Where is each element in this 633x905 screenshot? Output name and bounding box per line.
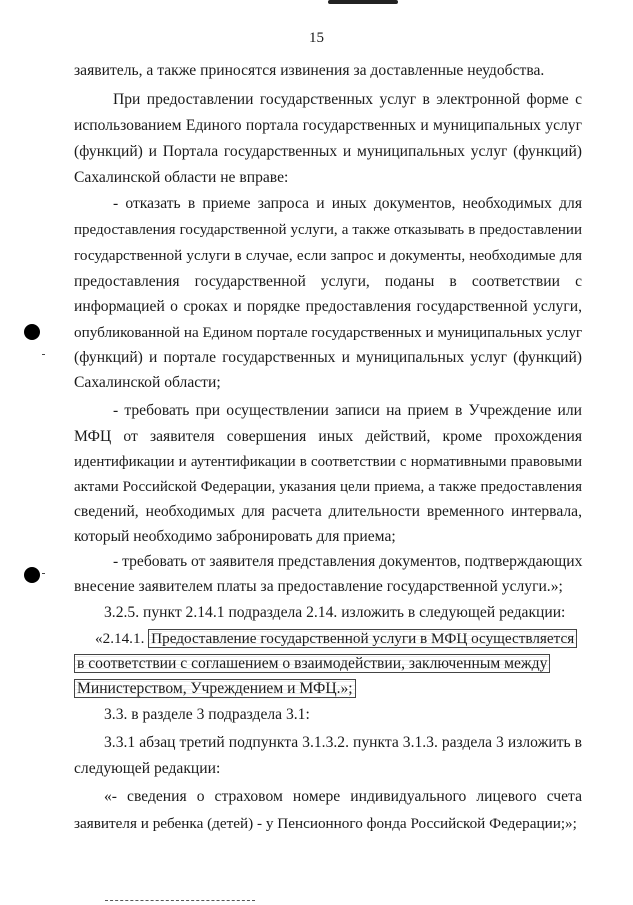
text-line: внесение заявителем платы за предоставление государственной услуги.»; bbox=[74, 578, 563, 595]
text-line: Сахалинской области; bbox=[74, 374, 221, 391]
scan-mark bbox=[105, 900, 255, 902]
text-line: (функций) и портале государственных и муниципальных услуг (функций) bbox=[74, 349, 582, 366]
highlighted-text: Министерством, Учреждением и МФЦ.»; bbox=[74, 679, 356, 698]
text-line: следующей редакции: bbox=[74, 760, 221, 777]
text-line: 3.3. в разделе 3 подраздела 3.1: bbox=[104, 706, 310, 723]
text-line: (функций) и Портала государственных и муниципальных услуг (функций) bbox=[74, 143, 582, 160]
text-line: МФЦ от заявителя совершения иных действий, кроме прохождения bbox=[74, 428, 582, 445]
text-line: 3.3.1 абзац третий подпункта 3.1.3.2. пункта 3.1.3. раздела 3 изложить в bbox=[104, 734, 582, 751]
text-line: - требовать от заявителя представления документов, подтверждающих bbox=[113, 553, 583, 570]
quote-line bbox=[74, 655, 582, 673]
quote-line bbox=[74, 680, 582, 698]
punch-hole-mark bbox=[24, 567, 40, 583]
page-number: 15 bbox=[309, 30, 324, 46]
text-line: государственной услуги в случае, если запрос и документы, необходимые для bbox=[74, 247, 582, 264]
text-line: - требовать при осуществлении записи на прием в Учреждение или bbox=[113, 402, 582, 419]
text-line: предоставления государственной услуги, поданы в соответствии с bbox=[74, 273, 582, 290]
scan-mark bbox=[328, 0, 398, 4]
scan-speck bbox=[42, 354, 45, 355]
text-line: сведений, необходимых для расчета длительности временного интервала, bbox=[74, 503, 582, 520]
text-line: актами Российской Федерации, указания цели приема, а также предоставления bbox=[74, 479, 582, 495]
punch-hole-mark bbox=[24, 324, 40, 340]
text-line: предоставления государственной услуги, а также отказывать в предоставлении bbox=[74, 222, 582, 238]
text-line: информацией о сроках и порядке предоставления государственной услуги, bbox=[74, 298, 582, 315]
quote-line bbox=[95, 630, 582, 648]
quote-open: «2.14.1. bbox=[95, 630, 149, 647]
highlighted-text: Предоставление государственной услуги в МФЦ осуществляется bbox=[148, 629, 577, 648]
text-line: «- сведения о страховом номере индивидуального лицевого счета bbox=[104, 788, 582, 805]
text-line: идентификации и аутентификации в соответствии с нормативными правовыми bbox=[74, 454, 582, 470]
text-line: 3.2.5. пункт 2.14.1 подраздела 2.14. изложить в следующей редакции: bbox=[104, 604, 566, 621]
highlighted-text: в соответствии с соглашением о взаимодействии, заключенным между bbox=[74, 654, 550, 673]
text-line: опубликованной на Едином портале государственных и муниципальных услуг bbox=[74, 324, 583, 341]
text-line: При предоставлении государственных услуг в электронной форме с bbox=[113, 91, 582, 108]
scan-speck bbox=[42, 573, 45, 574]
text-line: - отказать в приеме запроса и иных документов, необходимых для bbox=[113, 195, 582, 212]
text-line: заявителя и ребенка (детей) - у Пенсионного фонда Российской Федерации;»; bbox=[74, 815, 577, 832]
text-line: заявитель, а также приносятся извинения за доставленные неудобства. bbox=[74, 62, 545, 79]
text-line: использованием Единого портала государственных и муниципальных услуг bbox=[74, 117, 582, 134]
text-line: который необходимо забронировать для приема; bbox=[74, 528, 396, 545]
text-line: Сахалинской области не вправе: bbox=[74, 169, 289, 186]
